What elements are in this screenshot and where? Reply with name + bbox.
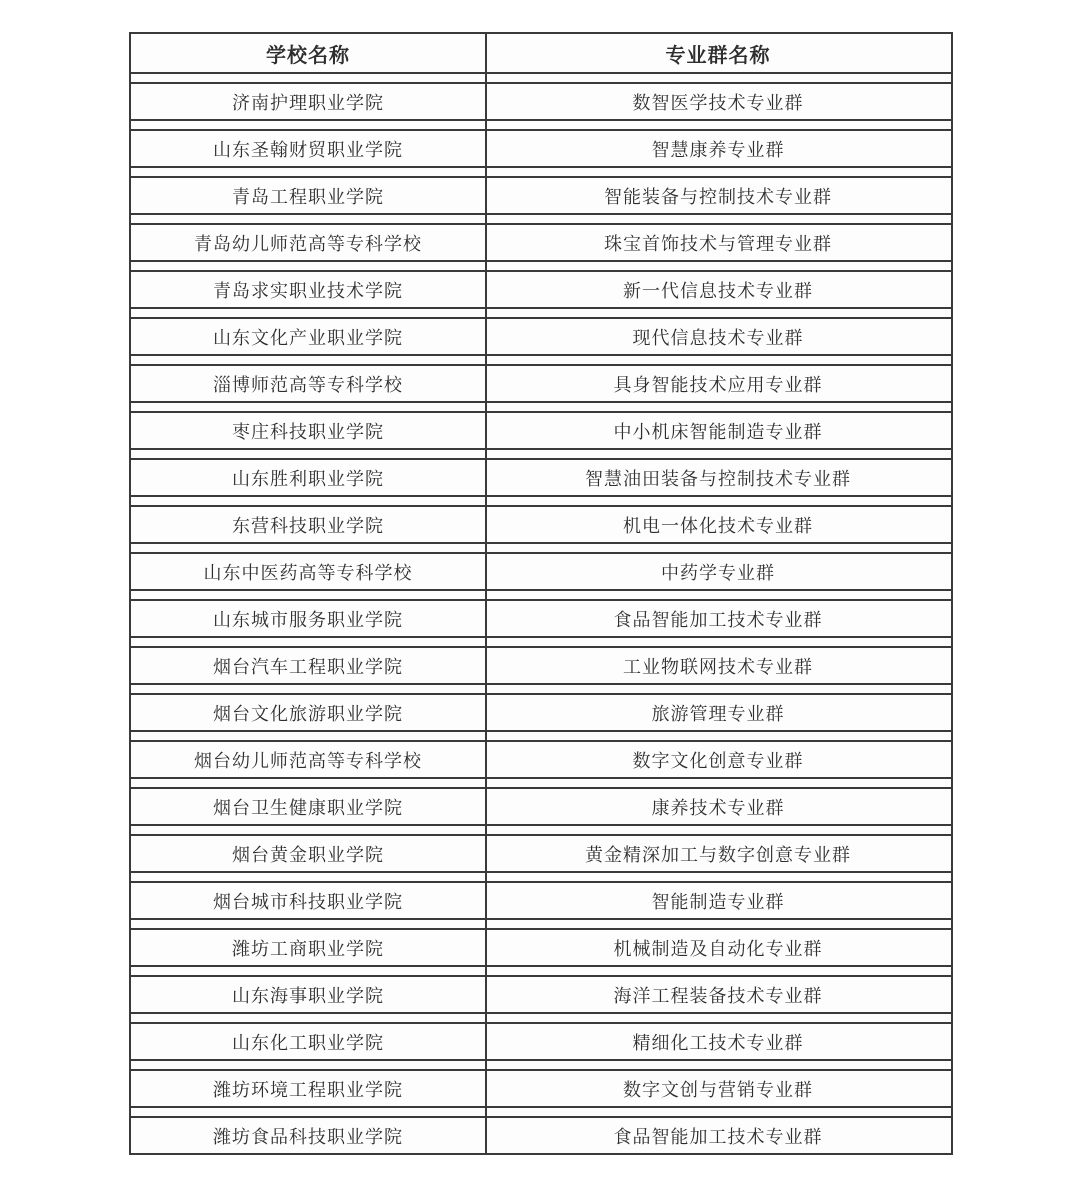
school-name-cell: 潍坊食品科技职业学院 — [213, 1126, 403, 1148]
school-name-cell: 山东海事职业学院 — [232, 985, 384, 1007]
school-name-cell: 烟台汽车工程职业学院 — [213, 656, 403, 678]
school-name-cell: 山东圣翰财贸职业学院 — [213, 139, 403, 161]
group-name-cell: 旅游管理专业群 — [651, 703, 785, 725]
table-row — [131, 975, 951, 1014]
table-row — [131, 834, 951, 873]
table-row — [131, 458, 951, 497]
school-name-cell: 烟台文化旅游职业学院 — [213, 703, 403, 725]
school-name-cell: 淄博师范高等专科学校 — [213, 374, 403, 396]
school-name-cell: 潍坊环境工程职业学院 — [213, 1079, 403, 1101]
group-name-cell: 海洋工程装备技术专业群 — [613, 985, 823, 1007]
table-row — [131, 505, 951, 544]
table-header-row — [131, 32, 951, 74]
school-name-cell: 青岛工程职业学院 — [232, 186, 384, 208]
table-row — [131, 881, 951, 920]
table-row — [131, 223, 951, 262]
group-name-cell: 食品智能加工技术专业群 — [613, 1126, 823, 1148]
school-name-cell: 山东文化产业职业学院 — [213, 327, 403, 349]
school-name-cell: 山东中医药高等专科学校 — [203, 562, 413, 584]
group-name-cell: 具身智能技术应用专业群 — [613, 374, 823, 396]
table-body — [131, 82, 951, 1155]
header-group-name: 专业群名称 — [665, 42, 771, 67]
group-name-cell: 数智医学技术专业群 — [632, 92, 804, 114]
group-name-cell: 数字文创与营销专业群 — [623, 1079, 813, 1101]
table-row — [131, 1069, 951, 1108]
school-name-cell: 山东城市服务职业学院 — [213, 609, 403, 631]
table-row — [131, 411, 951, 450]
group-name-cell: 精细化工技术专业群 — [632, 1032, 804, 1054]
school-name-cell: 青岛幼儿师范高等专科学校 — [194, 233, 422, 255]
table-row — [131, 928, 951, 967]
table-row — [131, 599, 951, 638]
table-row — [131, 552, 951, 591]
column-divider — [485, 32, 487, 1155]
table-row — [131, 1116, 951, 1155]
table-row — [131, 129, 951, 168]
group-name-cell: 食品智能加工技术专业群 — [613, 609, 823, 631]
school-name-cell: 潍坊工商职业学院 — [232, 938, 384, 960]
group-name-cell: 智慧油田装备与控制技术专业群 — [585, 468, 851, 490]
school-name-cell: 烟台卫生健康职业学院 — [213, 797, 403, 819]
group-name-cell: 康养技术专业群 — [651, 797, 785, 819]
school-name-cell: 东营科技职业学院 — [232, 515, 384, 537]
school-name-cell: 枣庄科技职业学院 — [232, 421, 384, 443]
group-name-cell: 中小机床智能制造专业群 — [613, 421, 823, 443]
group-name-cell: 新一代信息技术专业群 — [623, 280, 813, 302]
table-row — [131, 1022, 951, 1061]
group-name-cell: 智能制造专业群 — [651, 891, 785, 913]
table-row — [131, 82, 951, 121]
school-name-cell: 烟台幼儿师范高等专科学校 — [194, 750, 422, 772]
group-name-cell: 中药学专业群 — [661, 562, 775, 584]
school-name-cell: 济南护理职业学院 — [232, 92, 384, 114]
table-row — [131, 787, 951, 826]
table-row — [131, 693, 951, 732]
group-name-cell: 工业物联网技术专业群 — [623, 656, 813, 678]
group-name-cell: 数字文化创意专业群 — [632, 750, 804, 772]
school-name-cell: 烟台城市科技职业学院 — [213, 891, 403, 913]
school-name-cell: 山东胜利职业学院 — [232, 468, 384, 490]
school-name-cell: 山东化工职业学院 — [232, 1032, 384, 1054]
table-row — [131, 740, 951, 779]
group-name-cell: 黄金精深加工与数字创意专业群 — [585, 844, 851, 866]
group-name-cell: 机电一体化技术专业群 — [623, 515, 813, 537]
table-row — [131, 317, 951, 356]
school-group-table — [129, 32, 953, 1155]
group-name-cell: 机械制造及自动化专业群 — [613, 938, 823, 960]
group-name-cell: 现代信息技术专业群 — [632, 327, 804, 349]
header-school-name: 学校名称 — [266, 42, 350, 67]
table-row — [131, 176, 951, 215]
school-name-cell: 青岛求实职业技术学院 — [213, 280, 403, 302]
table-row — [131, 646, 951, 685]
table-row — [131, 364, 951, 403]
school-name-cell: 烟台黄金职业学院 — [232, 844, 384, 866]
table-row — [131, 270, 951, 309]
group-name-cell: 智慧康养专业群 — [651, 139, 785, 161]
group-name-cell: 智能装备与控制技术专业群 — [604, 186, 832, 208]
group-name-cell: 珠宝首饰技术与管理专业群 — [604, 233, 832, 255]
